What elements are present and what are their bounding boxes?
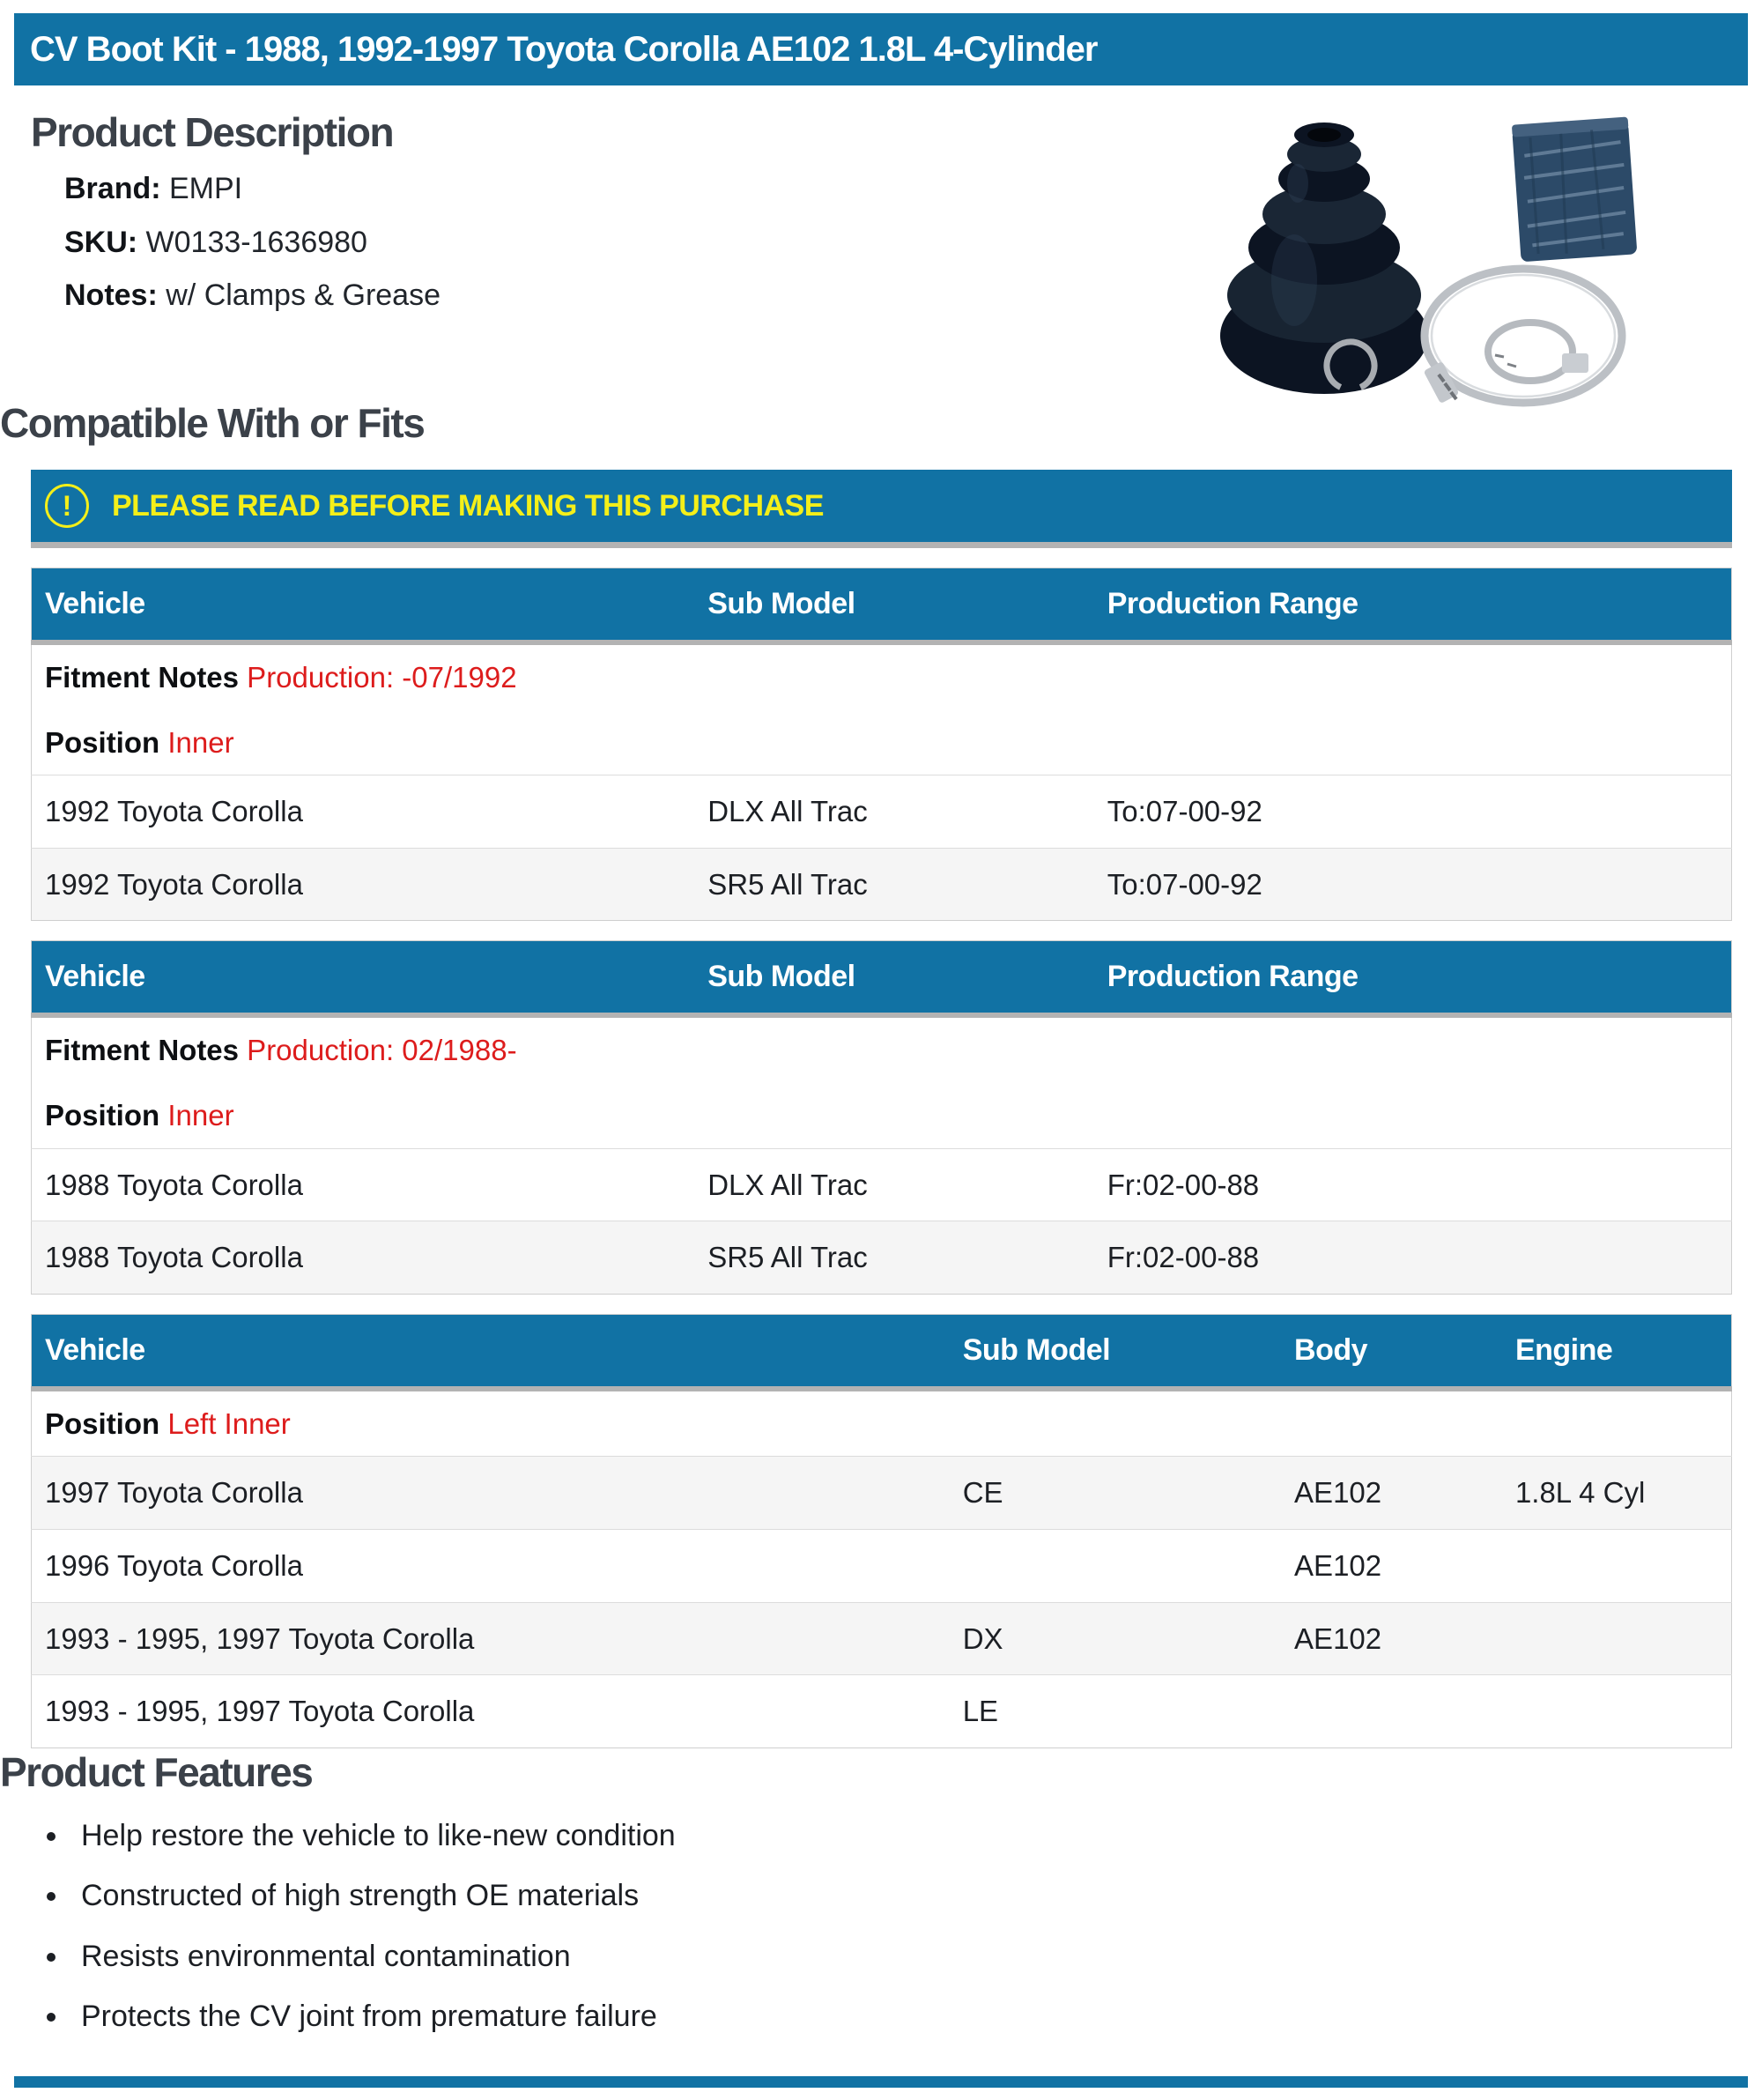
vehicle-row [32, 1221, 1732, 1295]
fitment-note [32, 642, 1732, 710]
table-cell: LE [962, 1695, 999, 1728]
table-cell: DLX All Trac [707, 1168, 868, 1201]
column-header: Sub Model [950, 1314, 1281, 1389]
features-list [31, 1817, 1732, 2036]
field-label: Notes: [64, 278, 158, 312]
table-cell: 1992 Toyota Corolla [45, 795, 303, 828]
fitment-note-row [32, 1015, 1732, 1083]
cv-boot-icon [1220, 122, 1428, 394]
table-cell: SR5 All Trac [707, 867, 868, 901]
note-value: Production: -07/1992 [239, 661, 517, 694]
column-header: Vehicle [32, 568, 695, 643]
table-cell: 1993 - 1995, 1997 Toyota Corolla [45, 1695, 475, 1728]
column-header: Production Range [1094, 941, 1732, 1016]
fitment-note-row [32, 642, 1732, 710]
page-title: CV Boot Kit - 1988, 1992-1997 Toyota Corolla AE102 1.8L 4-Cylinder [30, 29, 1098, 69]
table-cell: SR5 All Trac [707, 1241, 868, 1274]
fitment-note-row [32, 1083, 1732, 1148]
note-value: Inner [159, 1098, 234, 1132]
fitment-table [31, 1314, 1732, 1748]
product-photo [1217, 100, 1657, 417]
fitment-note-row [32, 710, 1732, 775]
vehicle-row [32, 1675, 1732, 1748]
features-heading: Product Features [0, 1748, 313, 1795]
table-cell: 1997 Toyota Corolla [45, 1476, 303, 1510]
table-cell [950, 1529, 1281, 1602]
table-cell: 1.8L 4 Cyl [1514, 1476, 1646, 1510]
product-description-heading: Product Description [31, 109, 394, 155]
field-label: SKU: [64, 225, 138, 259]
footer-bar [14, 2076, 1748, 2088]
table-cell: DLX All Trac [707, 795, 868, 828]
column-header: Production Range [1094, 568, 1732, 643]
table-cell: 1996 Toyota Corolla [45, 1548, 303, 1582]
table-cell: To:07-00-92 [1107, 795, 1262, 828]
note-value: Left Inner [159, 1406, 291, 1440]
column-header: Body [1281, 1314, 1502, 1389]
note-label: Fitment Notes [45, 661, 240, 694]
purchase-notice-banner [31, 470, 1732, 548]
table-cell: Fr:02-00-88 [1107, 1168, 1260, 1201]
fitment-note [32, 1389, 1732, 1457]
table-header-row [32, 568, 1732, 643]
product-listing-page [0, 13, 1762, 2088]
table-cell: 1993 - 1995, 1997 Toyota Corolla [45, 1621, 475, 1655]
table-cell: AE102 [1294, 1621, 1382, 1655]
column-header: Vehicle [32, 941, 695, 1016]
vehicle-row [32, 1457, 1732, 1530]
table-cell [1281, 1675, 1502, 1748]
table-cell: 1988 Toyota Corolla [45, 1241, 303, 1274]
vehicle-row [32, 1529, 1732, 1602]
table-cell: AE102 [1294, 1548, 1382, 1582]
vehicle-row [32, 775, 1732, 849]
table-header-row [32, 941, 1732, 1016]
column-header: Vehicle [32, 1314, 950, 1389]
fitment-note [32, 1015, 1732, 1083]
table-cell [1502, 1675, 1732, 1748]
warning-icon: ! [45, 484, 89, 528]
table-cell: AE102 [1294, 1476, 1382, 1510]
grease-packet-icon [1512, 117, 1638, 263]
note-value: Production: 02/1988- [239, 1034, 517, 1067]
feature-item: • Help restore the vehicle to like-new condition [70, 1817, 1732, 1855]
fitment-table [31, 568, 1732, 921]
cv-boot-kit-photo-image [1217, 100, 1657, 417]
field-value: w/ Clamps & Grease [157, 278, 441, 312]
note-label: Position [45, 1406, 160, 1440]
table-cell: DX [962, 1621, 1003, 1655]
table-cell: 1988 Toyota Corolla [45, 1168, 303, 1201]
vehicle-row [32, 848, 1732, 921]
field-label: Brand: [64, 172, 161, 205]
table-cell [1502, 1602, 1732, 1675]
field-value: EMPI [160, 172, 243, 205]
feature-item: • Constructed of high strength OE materials [70, 1877, 1732, 1915]
table-cell [1502, 1529, 1732, 1602]
field-value: W0133-1636980 [137, 225, 367, 259]
table-cell: Fr:02-00-88 [1107, 1241, 1260, 1274]
note-label: Position [45, 725, 160, 759]
column-header: Sub Model [694, 941, 1094, 1016]
table-cell: 1992 Toyota Corolla [45, 867, 303, 901]
fitment-table [31, 940, 1732, 1294]
page-title-bar [14, 13, 1748, 85]
note-label: Fitment Notes [45, 1034, 240, 1067]
fitment-tables [31, 568, 1732, 1748]
compatible-heading: Compatible With or Fits [0, 400, 425, 446]
table-cell: To:07-00-92 [1107, 867, 1262, 901]
column-header: Sub Model [694, 568, 1094, 643]
fitment-note-row [32, 1389, 1732, 1457]
note-label: Position [45, 1098, 160, 1132]
note-value: Inner [159, 725, 234, 759]
feature-item: • Protects the CV joint from premature failure [70, 1998, 1732, 2036]
fitment-note [32, 710, 1732, 775]
band-clamp-small-icon [1488, 323, 1588, 381]
product-description-section [31, 108, 1732, 399]
table-header-row [32, 1314, 1732, 1389]
vehicle-row [32, 1602, 1732, 1675]
vehicle-row [32, 1148, 1732, 1221]
table-cell: CE [962, 1476, 1003, 1510]
fitment-note [32, 1083, 1732, 1148]
feature-item: • Resists environmental contamination [70, 1938, 1732, 1976]
column-header: Engine [1502, 1314, 1732, 1389]
notice-text: PLEASE READ BEFORE MAKING THIS PURCHASE [112, 488, 824, 523]
